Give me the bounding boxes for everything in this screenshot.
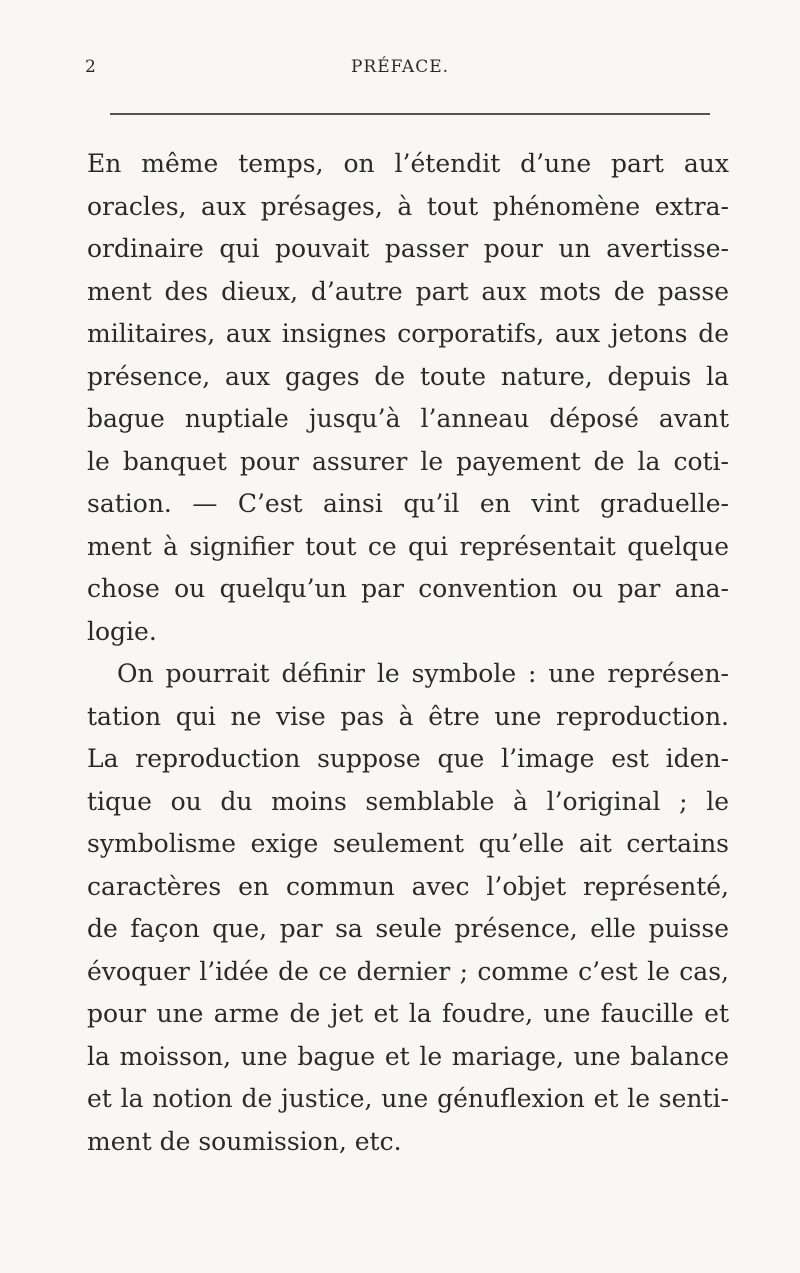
text-line: chose ou quelqu’un par convention ou par ana- <box>87 574 729 603</box>
text-line: sation. — C’est ainsi qu’il en vint graduelle- <box>87 489 729 518</box>
paragraph-1 <box>87 143 729 653</box>
text-line: caractères en commun avec l’objet représenté, <box>87 871 729 901</box>
text-line: tique ou du moins semblable à l’original ; le <box>87 786 729 816</box>
text-line: En même temps, on l’étendit d’une part aux <box>87 149 729 178</box>
text-line: oracles, aux présages, à tout phénomène extra- <box>87 191 729 221</box>
text-line: symbolisme exige seulement qu’elle ait certains <box>87 829 729 858</box>
text-line: On pourrait définir le symbole : une représen- <box>117 659 729 688</box>
text-line: La reproduction suppose que l’image est iden- <box>87 744 729 773</box>
text-line: bague nuptiale jusqu’à l’anneau déposé avant <box>87 404 729 433</box>
text-line: ordinaire qui pouvait passer pour un avertisse- <box>87 234 729 263</box>
header-rule <box>110 113 710 115</box>
text-line: logie. <box>87 616 157 646</box>
page-number: 2 <box>85 57 97 77</box>
text-line: le banquet pour assurer le payement de la coti- <box>87 446 729 476</box>
text-line: la moisson, une bague et le mariage, une balance <box>87 1041 729 1071</box>
text-line: ment des dieux, d’autre part aux mots de passe <box>87 276 729 306</box>
running-title: PRÉFACE. <box>350 57 450 77</box>
body-text <box>87 143 729 1163</box>
text-line: pour une arme de jet et la foudre, une faucille et <box>87 999 729 1028</box>
text-line: militaires, aux insignes corporatifs, aux jetons de <box>87 319 729 348</box>
text-line: évoquer l’idée de ce dernier ; comme c’est le cas, <box>87 956 729 986</box>
text-line: ment à signifier tout ce qui représentait quelque <box>87 531 729 561</box>
text-line: de façon que, par sa seule présence, elle puisse <box>87 914 729 943</box>
text-line: tation qui ne vise pas à être une reproduction. <box>87 701 729 731</box>
paragraph-2 <box>87 653 729 1163</box>
text-line: présence, aux gages de toute nature, depuis la <box>87 361 729 391</box>
text-line: ment de soumission, etc. <box>87 1126 402 1156</box>
text-line: et la notion de justice, une génuflexion et le senti- <box>87 1084 729 1113</box>
